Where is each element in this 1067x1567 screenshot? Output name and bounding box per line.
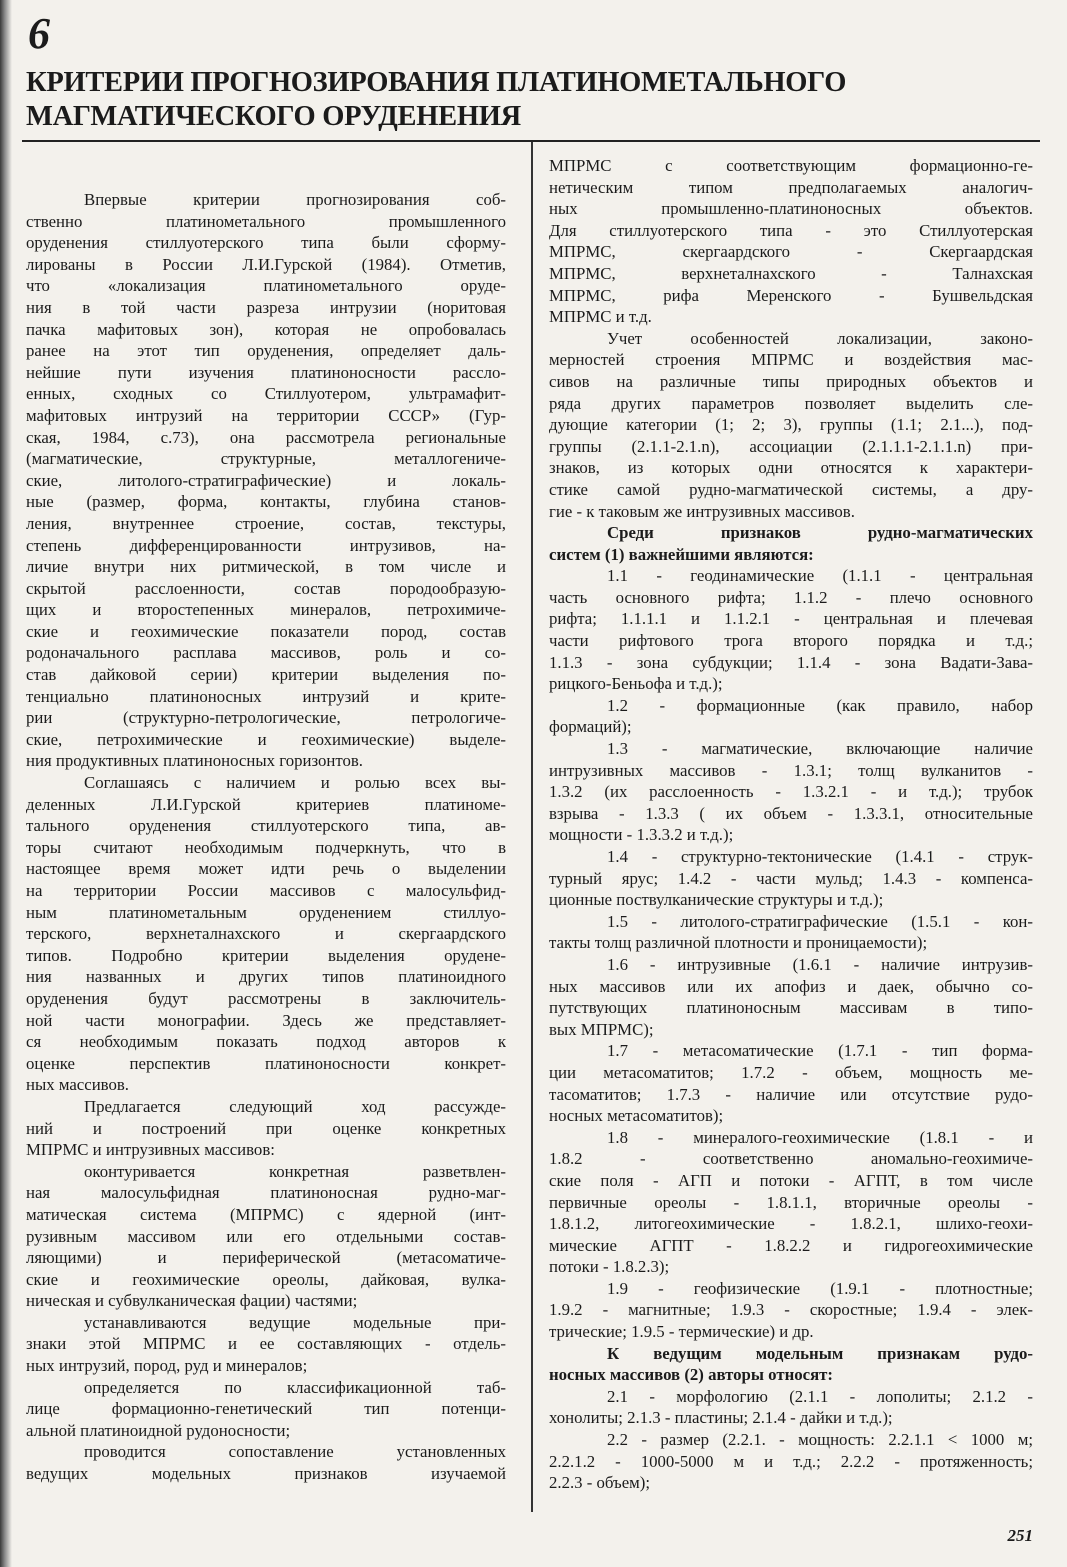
text-line: мощности - 1.3.3.2 и т.д.); [549,825,734,845]
text-line: 1.1.3 - зона субдукции; 1.1.4 - зона Вадати-Зава- [549,652,1033,672]
text-line: тасоматитов; 1.7.3 - наличие или отсутствие рудо- [549,1084,1033,1104]
text-line: степень дифференцированности интрузивов, на- [26,535,506,555]
text-line: пачка мафитовых зон), которая не опробовалась [26,319,506,339]
text-line: альной платиноидной рудоносности; [26,1420,291,1440]
text-line: знаки этой МПРМС и ее составляющих - отдель- [26,1334,506,1354]
text-line: щих и второстепенных минералов, петрохимиче- [26,600,506,620]
text-line: носных массивов (2) авторы относят: [549,1365,833,1385]
text-line: рии (структурно-петрологические, петрологиче- [26,708,506,728]
text-line: тального оруденения стиллуотерского типа, ав- [26,816,506,836]
text-line: ляющими) и периферической (метасоматиче- [26,1248,506,1268]
text-line: Соглашаясь с наличием и ролью всех вы- [84,773,506,793]
text-line: оруденения будут рассмотрены в заключитель- [26,988,506,1008]
text-line: проводится сопоставление установленных [84,1442,506,1462]
text-line: 2.2.3 - объем); [549,1473,651,1493]
text-line: личие внутри них ритмической, в том числе и [26,557,506,577]
text-line: такты толщ различной плотности и проницаемости); [549,933,928,953]
text-line: 1.2 - формационные (как правило, набор [607,695,1033,715]
text-line: что «локализация платинометального оруде- [26,276,506,296]
text-line: 2.2 - размер (2.2.1. - мощность: 2.2.1.1 < 1000 м; [607,1430,1033,1450]
text-line: 1.9 - геофизические (1.9.1 - плотностные; [607,1278,1033,1298]
text-line: деленных Л.И.Гурской критериев платиноме- [26,794,506,814]
text-line: ряда других параметров позволяет выделить сле- [549,393,1033,413]
text-line: 1.9.2 - магнитные; 1.9.3 - скоростные; 1.9.4 - элек- [549,1300,1033,1320]
text-line: ным платинометальным оруденением стиллуо- [26,902,506,922]
text-line: ся необходимым показать подход авторов к [26,1032,506,1052]
text-line: ления, внутреннее строение, состав, текстуры, [26,513,506,533]
text-line: матическая система (МПРМС) с ядерной (инт- [26,1204,506,1224]
text-line: 1.8.1.2, литогеохимические - 1.8.2.1, шлихо-геохи- [549,1214,1033,1234]
chapter-number: 6 [28,9,50,58]
text-line: сивов на различные типы природных объектов и [549,371,1033,391]
text-line: ния в той части разреза интрузии (норитовая [26,297,506,317]
text-line: устанавливаются ведущие модельные при- [84,1312,506,1332]
text-line: лице формационно-генетический тип потенци- [26,1399,506,1419]
text-line: ная малосульфидная платиноносная рудно-маг- [26,1183,506,1203]
text-line: путствующих платиноносным массивам в типо- [549,998,1033,1018]
column-divider [531,142,533,1512]
chapter-title-line: КРИТЕРИИ ПРОГНОЗИРОВАНИЯ ПЛАТИНОМЕТАЛЬНОГО [26,67,847,98]
text-line: Среди признаков рудно-магматических [607,523,1033,543]
text-line: трические; 1.9.5 - термические) и др. [549,1322,814,1342]
text-line: рифта; 1.1.1.1 и 1.1.2.1 - центральная и плечевая [549,609,1033,629]
text-line: мические АГПТ - 1.8.2.2 и гидрогеохимические [549,1235,1033,1255]
text-line: оруденения стиллуотерского типа были сформу- [26,233,506,253]
text-line: лированы в России Л.И.Гурской (1984). Отметив, [26,254,506,274]
text-line: дующие категории (1; 2; 3), группы (1.1; 2.1...), под- [549,415,1033,435]
text-line: 1.5 - литолого-стратиграфические (1.5.1 - кон- [607,911,1033,931]
text-line: 1.8.2 - соответственно аномально-геохимиче- [549,1149,1033,1169]
text-line: К ведущим модельным признакам рудо- [607,1343,1033,1363]
text-line: нетическим типом предполагаемых аналогич- [549,177,1033,197]
text-line: на территории России массивов с малосульфид- [26,881,506,900]
text-line: группы (2.1.1-2.1.n), ассоциации (2.1.1.1-2.1.1.n) при- [549,436,1033,456]
text-line: ские, литолого-стратиграфические) и локаль- [26,470,506,490]
text-line: терского, верхнеталнахского и скергаардского [26,924,506,944]
text-line: хонолиты; 2.1.3 - пластины; 2.1.4 - дайки и т.д.); [549,1408,893,1428]
left-column-text [26,189,506,1485]
text-line: Учет особенностей локализации, законо- [607,328,1033,348]
text-line: взрыва - 1.3.3 ( их объем - 1.3.3.1, относительные [549,803,1033,823]
text-line: ционные поствулканические структуры и т.д.); [549,890,884,910]
text-line: ных промышленно-платиноносных объектов. [549,199,1033,219]
text-line: 2.1 - морфологию (2.1.1 - лополиты; 2.1.2 - [607,1386,1033,1406]
text-line: части рифтового трога второго порядка и т.д.; [549,631,1033,651]
text-line: Для стиллуотерского типа - это Стиллуотерская [549,220,1033,240]
text-line: ные (размер, форма, контакты, глубина станов- [26,492,506,512]
text-line: ной части монографии. Здесь же представляет- [26,1010,506,1030]
text-line: Впервые критерии прогнозирования соб- [84,190,506,209]
text-line: формаций); [549,717,632,737]
text-line: систем (1) важнейшими являются: [549,544,814,564]
text-line: торы считают необходимым подчеркнуть, что в [26,837,506,857]
text-line: ний и построений при оценке конкретных [26,1118,506,1138]
text-line: определяется по классификационной таб- [84,1377,506,1397]
page-number: 251 [1007,1526,1033,1545]
text-line: ранее на этот тип оруденения, определяет даль- [26,341,506,361]
text-line: настоящее время может идти речь о выделении [26,859,506,879]
text-line: родоначального расплава массивов, роль и со- [26,643,506,663]
text-line: оконтуривается конкретная разветвлен- [84,1161,506,1181]
text-line: гие - к таковым же интрузивных массивов. [549,501,855,521]
text-line: ных массивов или их апофиз и даек, обычно со- [549,976,1033,996]
text-line: ведущих модельных признаков изучаемой [26,1464,506,1484]
text-line: Предлагается следующий ход рассужде- [84,1096,506,1116]
text-line: МПРМС и т.д. [549,307,652,327]
text-line: скрытой расслоенности, состав породообразую- [26,578,506,598]
text-line: (магматические, структурные, металлогениче- [26,449,506,469]
text-line: ническая и субвулканическая фации) частями; [26,1291,358,1311]
text-line: нейшие пути изучения платиноносности рассло- [26,362,506,382]
chapter-title-line: МАГМАТИЧЕСКОГО ОРУДЕНЕНИЯ [26,101,521,132]
text-line: МПРМС и интрузивных массивов: [26,1140,275,1160]
text-line: ская, 1984, с.73), она рассмотрела региональные [26,427,506,447]
text-line: рицкого-Беньофа и т.д.); [549,674,723,694]
text-line: интрузивных массивов - 1.3.1; толщ вулканитов - [549,760,1033,780]
text-line: рузивным массивом или его отдельными состав- [26,1226,506,1246]
text-line: 1.1 - геодинамические (1.1.1 - центральная [607,566,1033,586]
text-line: 1.7 - метасоматические (1.7.1 - тип форма- [607,1041,1033,1061]
text-line: ных интрузий, пород, руд и минералов; [26,1356,308,1376]
text-line: ские и геохимические ореолы, дайковая, вулка- [26,1269,506,1289]
text-line: вых МПРМС); [549,1019,654,1039]
text-line: ния названных и других типов платиноидного [26,967,506,987]
right-column-text [549,155,1033,1494]
text-line: стике самой рудно-магматической системы, а дру- [549,479,1033,499]
text-line: потоки - 1.8.2.3); [549,1257,670,1277]
text-line: ции метасоматитов; 1.7.2 - объем, мощность ме- [549,1062,1033,1082]
text-line: типов. Подробно критерии выделения орудене- [26,945,506,965]
text-line: ские поля - АГП и потоки - АГПТ, в том числе [549,1170,1033,1190]
text-line: носных метасоматитов); [549,1106,724,1126]
text-line: мерностей строения МПРМС и воздействия мас- [549,350,1033,370]
text-line: 1.3.2 (их расслоенность - 1.3.2.1 - и т.д.); трубок [549,782,1033,802]
text-line: первичные ореолы - 1.8.1.1, вторичные ореолы - [549,1192,1033,1212]
text-line: енных, сходных со Стиллуотером, ультрамафит- [26,384,506,404]
text-line: став дайковой серии) критерии выделения по- [26,665,506,685]
text-line: ных массивов. [26,1075,129,1095]
page-binding-shadow [0,0,12,1567]
text-line: МПРМС с соответствующим формационно-ге- [549,156,1033,175]
text-line: ские, петрохимические и геохимические) выделе- [26,729,506,749]
text-line: 1.4 - структурно-тектонические (1.4.1 - струк- [607,847,1033,866]
text-line: тенциально платиноносных интрузий и крите- [26,686,506,706]
text-line: оценке перспектив платиноносности конкрет- [26,1053,506,1073]
text-line: знаков, из которых одни относятся к характери- [549,458,1033,478]
chapter-title [26,66,1036,134]
text-line: мафитовых интрузий на территории СССР» (Гур- [26,405,506,425]
text-line: турный ярус; 1.4.2 - части мульд; 1.4.3 - компенса- [549,868,1033,888]
text-line: 2.2.1.2 - 1000-5000 м и т.д.; 2.2.2 - протяженность; [549,1451,1033,1471]
text-line: МПРМС, рифа Меренского - Бушвельдская [549,285,1033,305]
text-line: МПРМС, верхнеталнахского - Талнахская [549,263,1033,283]
text-line: 1.6 - интрузивные (1.6.1 - наличие интрузив- [607,954,1033,974]
text-line: ские и геохимические показатели пород, состав [26,621,506,641]
text-line: часть основного рифта; 1.1.2 - плечо основного [549,587,1033,607]
text-line: 1.3 - магматические, включающие наличие [607,739,1033,759]
text-line: ственно платинометального промышленного [26,211,506,231]
text-line: МПРМС, скергаардского - Скергаардская [549,242,1033,262]
text-line: ния продуктивных платиноносных горизонтов. [26,751,363,771]
text-line: 1.8 - минералого-геохимические (1.8.1 - и [607,1127,1033,1147]
